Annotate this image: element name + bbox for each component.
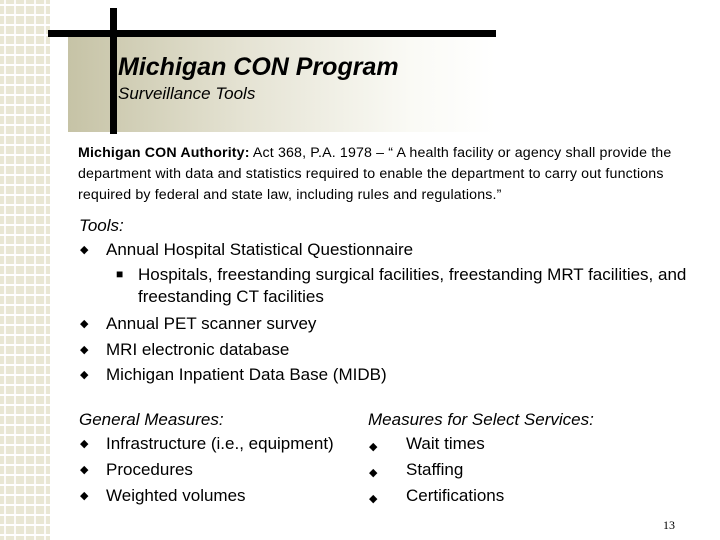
list-item: ◆ Annual Hospital Statistical Questionnaire: [80, 240, 414, 259]
list-item: ◆ Infrastructure (i.e., equipment): [80, 434, 334, 453]
diamond-bullet-icon: ◆: [80, 318, 89, 330]
select-measures-heading: Measures for Select Services:: [368, 410, 594, 429]
authority-text: Act 368, P.A. 1978 – “ A health facility or agency shall provide the department with data and statistics required to enable the department to carry out functions required by federal and state law, including rules and regulations.”: [78, 145, 672, 203]
diamond-bullet-icon: ◆: [369, 467, 378, 479]
list-item: ◆ Michigan Inpatient Data Base (MIDB): [80, 365, 387, 384]
list-item: ◆ Procedures: [80, 460, 193, 479]
list-item: ◆ Certifications: [369, 486, 505, 505]
list-item: ◆ Wait times: [369, 434, 485, 453]
authority-paragraph: [78, 143, 698, 206]
list-item: ◆ Staffing: [369, 460, 464, 479]
checkered-margin: [0, 0, 50, 540]
tools-heading: Tools:: [79, 216, 124, 235]
square-bullet-icon: ■: [116, 267, 124, 281]
diamond-bullet-icon: ◆: [369, 441, 378, 453]
diamond-bullet-icon: ◆: [80, 490, 89, 502]
diamond-bullet-icon: ◆: [369, 493, 378, 505]
diamond-bullet-icon: ◆: [80, 464, 89, 476]
diamond-bullet-icon: ◆: [80, 369, 89, 381]
page-number: 13: [663, 518, 675, 532]
list-item: ◆ MRI electronic database: [80, 340, 290, 359]
title-rule-vertical: [110, 8, 117, 134]
diamond-bullet-icon: ◆: [80, 438, 89, 450]
authority-label: Michigan CON Authority:: [78, 145, 250, 161]
slide-title: Michigan CON Program: [118, 53, 399, 81]
diamond-bullet-icon: ◆: [80, 344, 89, 356]
sub-list-item: ■ Hospitals, freestanding surgical facilities, freestanding MRT facilities, and freestanding CT facilities: [116, 265, 687, 306]
slide-subtitle: Surveillance Tools: [118, 84, 256, 103]
general-measures-heading: General Measures:: [79, 410, 224, 429]
list-item: ◆ Weighted volumes: [80, 486, 246, 505]
list-item: ◆ Annual PET scanner survey: [80, 314, 317, 333]
diamond-bullet-icon: ◆: [80, 244, 89, 256]
